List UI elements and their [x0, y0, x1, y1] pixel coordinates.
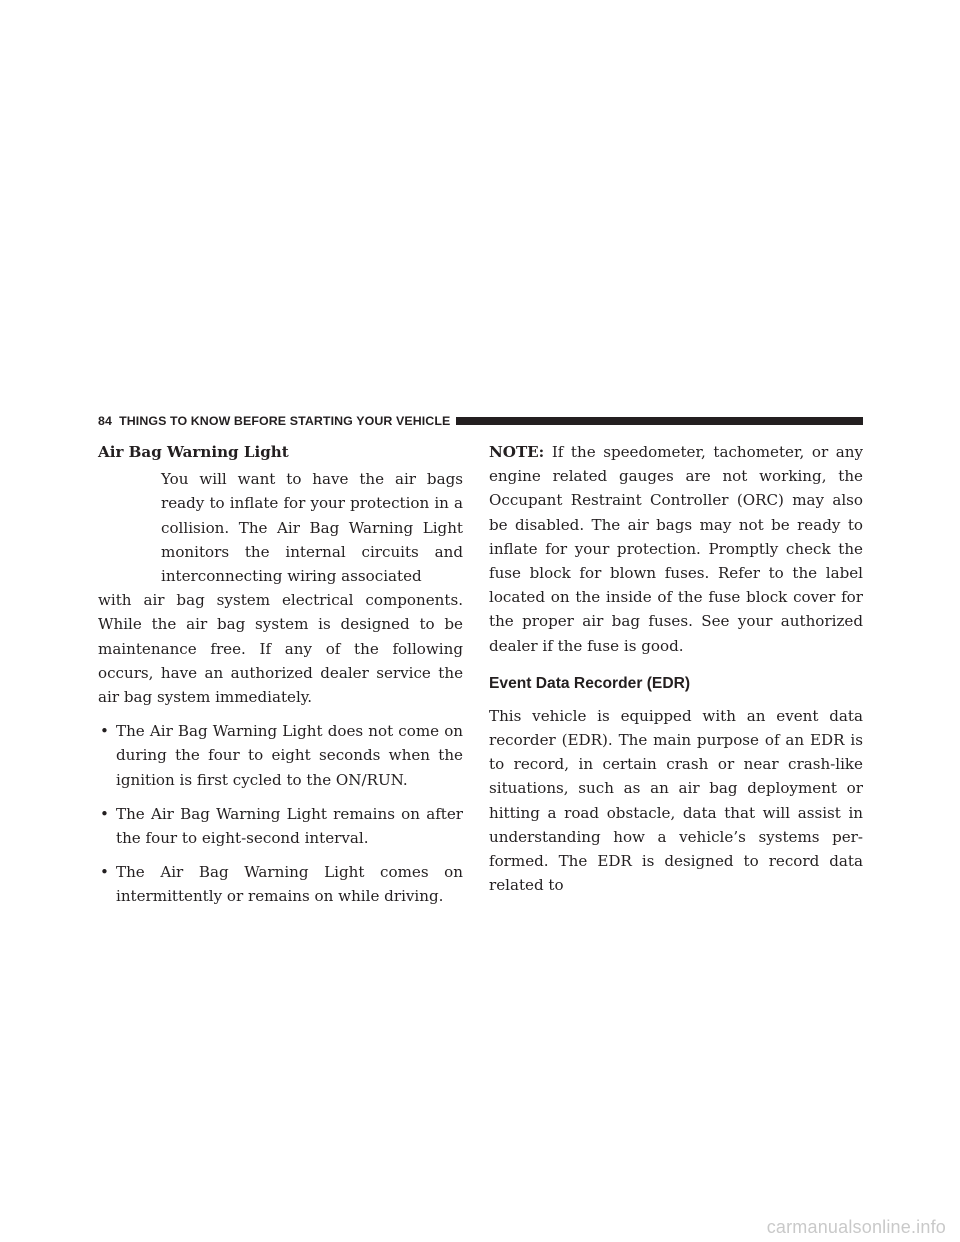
page-number: 84 [98, 414, 112, 428]
site-watermark: carmanualsonline.info [766, 1217, 946, 1237]
bullet-icon: • [100, 722, 109, 741]
intro-paragraph-continued: with air bag system electrical components. While the air bag system is designed to be maintenance free. If any of the following occurs, have an authorized dealer service the air bag system immediately. [98, 591, 463, 707]
note-label: NOTE: [489, 443, 545, 461]
list-item-text: The Air Bag Warning Light remains on after the four to eight-second interval. [116, 804, 463, 848]
list-item-text: The Air Bag Warning Light does not come on during the four to eight seconds when the ignition is first cycled to the ON/RUN. [116, 722, 463, 789]
bullet-icon: • [100, 863, 109, 882]
edr-section-heading: Event Data Recorder (EDR) [489, 674, 691, 692]
chapter-title: THINGS TO KNOW BEFORE STARTING YOUR VEHICLE [119, 414, 451, 428]
bullet-icon: • [100, 804, 109, 823]
page-header-text [98, 414, 450, 428]
right-column [489, 440, 863, 897]
list-item [98, 719, 463, 792]
list-item-text: The Air Bag Warning Light comes on intermittently or remains on while driving. [116, 863, 463, 906]
left-column [98, 440, 463, 919]
edr-paragraph: This vehicle is equipped with an event data recorder (EDR). The main purpose of an EDR is to record, in certain crash or near crash-like situations, such as an air bag deployment or hitting a road obstacle, data that will assist in understanding how a vehicle’s systems per-formed. The EDR is designed to record data related to [489, 706, 863, 895]
air-bag-warning-light-subheading: Air Bag Warning Light [98, 443, 289, 461]
warning-conditions-list [98, 719, 463, 908]
list-item [98, 860, 463, 908]
list-item [98, 802, 463, 850]
header-rule [456, 417, 863, 425]
page-header [98, 413, 863, 429]
note-paragraph [489, 440, 863, 658]
intro-paragraph-indented: You will want to have the air bags ready to inflate for your protection in a collision. The Air Bag Warning Light monitors the internal circuits and interconnecting wiring associated [161, 470, 463, 586]
note-text: If the speedometer, tachometer, or any engine related gauges are not working, the Occupant Restraint Controller (ORC) may also be disabled. The air bags may not be ready to inflate for your protection. Promptly check the fuse block for blown fuses. Refer to the label located on the inside of the fuse block cover for the proper air bag fuses. See your authorized dealer if the fuse is good. [489, 443, 863, 655]
